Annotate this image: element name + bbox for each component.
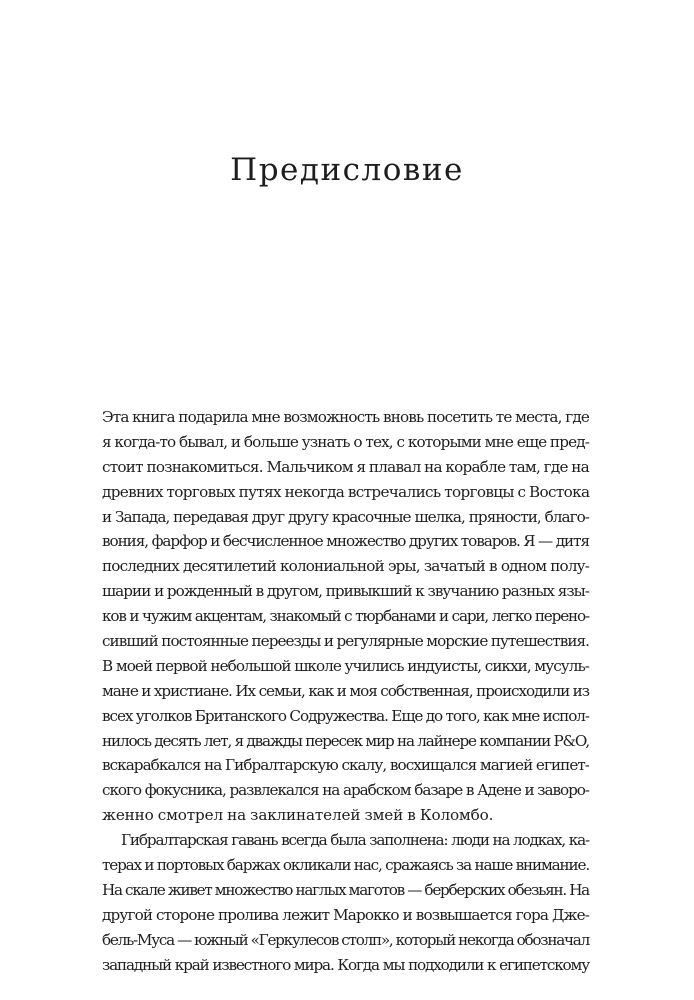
- text-line: терах и портовых баржах окликали нас, сражаясь за наше внимание.: [102, 856, 589, 875]
- paragraph-1: [102, 405, 589, 828]
- paragraph-2: [102, 828, 589, 977]
- text-line: В моей первой небольшой школе учились индуисты, сикхи, мусуль-: [102, 656, 589, 675]
- text-line: западный край известного мира. Когда мы подходили к египетскому: [102, 955, 589, 974]
- chapter-title: Предисловие: [230, 152, 464, 188]
- text-line: всех уголков Британского Содружества. Еще до того, как мне испол-: [102, 706, 589, 725]
- text-line: я когда-то бывал, и больше узнать о тех, с которыми мне еще пред-: [102, 432, 589, 451]
- text-line: вскарабкался на Гибралтарскую скалу, восхищался магией египет-: [102, 756, 589, 775]
- text-line: последних десятилетий колониальной эры, зачатый в одном полу-: [102, 557, 589, 576]
- text-line: нилось десять лет, я дважды пересек мир на лайнере компании P&O,: [102, 731, 589, 750]
- text-line: Гибралтарская гавань всегда была заполнена: люди на лодках, ка-: [121, 831, 589, 850]
- text-line: бель-Муса — южный «Геркулесов столп», который некогда обозначал: [102, 930, 589, 949]
- text-line: вония, фарфор и бесчисленное множество других товаров. Я — дитя: [102, 532, 589, 551]
- text-line: другой стороне пролива лежит Марокко и возвышается гора Дже-: [102, 905, 589, 924]
- text-line: сивший постоянные переезды и регулярные морские путешествия.: [102, 632, 589, 651]
- text-line: стоит познакомиться. Мальчиком я плавал на корабле там, где на: [102, 457, 589, 476]
- text-line: Эта книга подарила мне возможность вновь посетить те места, где: [102, 408, 589, 426]
- text-line: шарии и рожденный в другом, привыкший к звучанию разных язы-: [102, 582, 589, 601]
- text-line: и Запада, передавая друг другу красочные шелка, пряности, благо-: [102, 507, 589, 526]
- text-line: мане и христиане. Их семьи, как и моя собственная, происходили из: [102, 681, 589, 700]
- text-line: ского фокусника, развлекался на арабском базаре в Адене и заворо-: [102, 781, 589, 800]
- text-line: женно смотрел на заклинателей змей в Коломбо.: [102, 806, 494, 825]
- text-line: ков и чужим акцентам, знакомый с тюрбанами и сари, легко перено-: [102, 607, 589, 626]
- body-text: [102, 405, 589, 977]
- text-line: На скале живет множество наглых маготов — берберских обезьян. На: [102, 880, 589, 899]
- text-line: древних торговых путях некогда встречались торговцы с Востока: [102, 482, 590, 501]
